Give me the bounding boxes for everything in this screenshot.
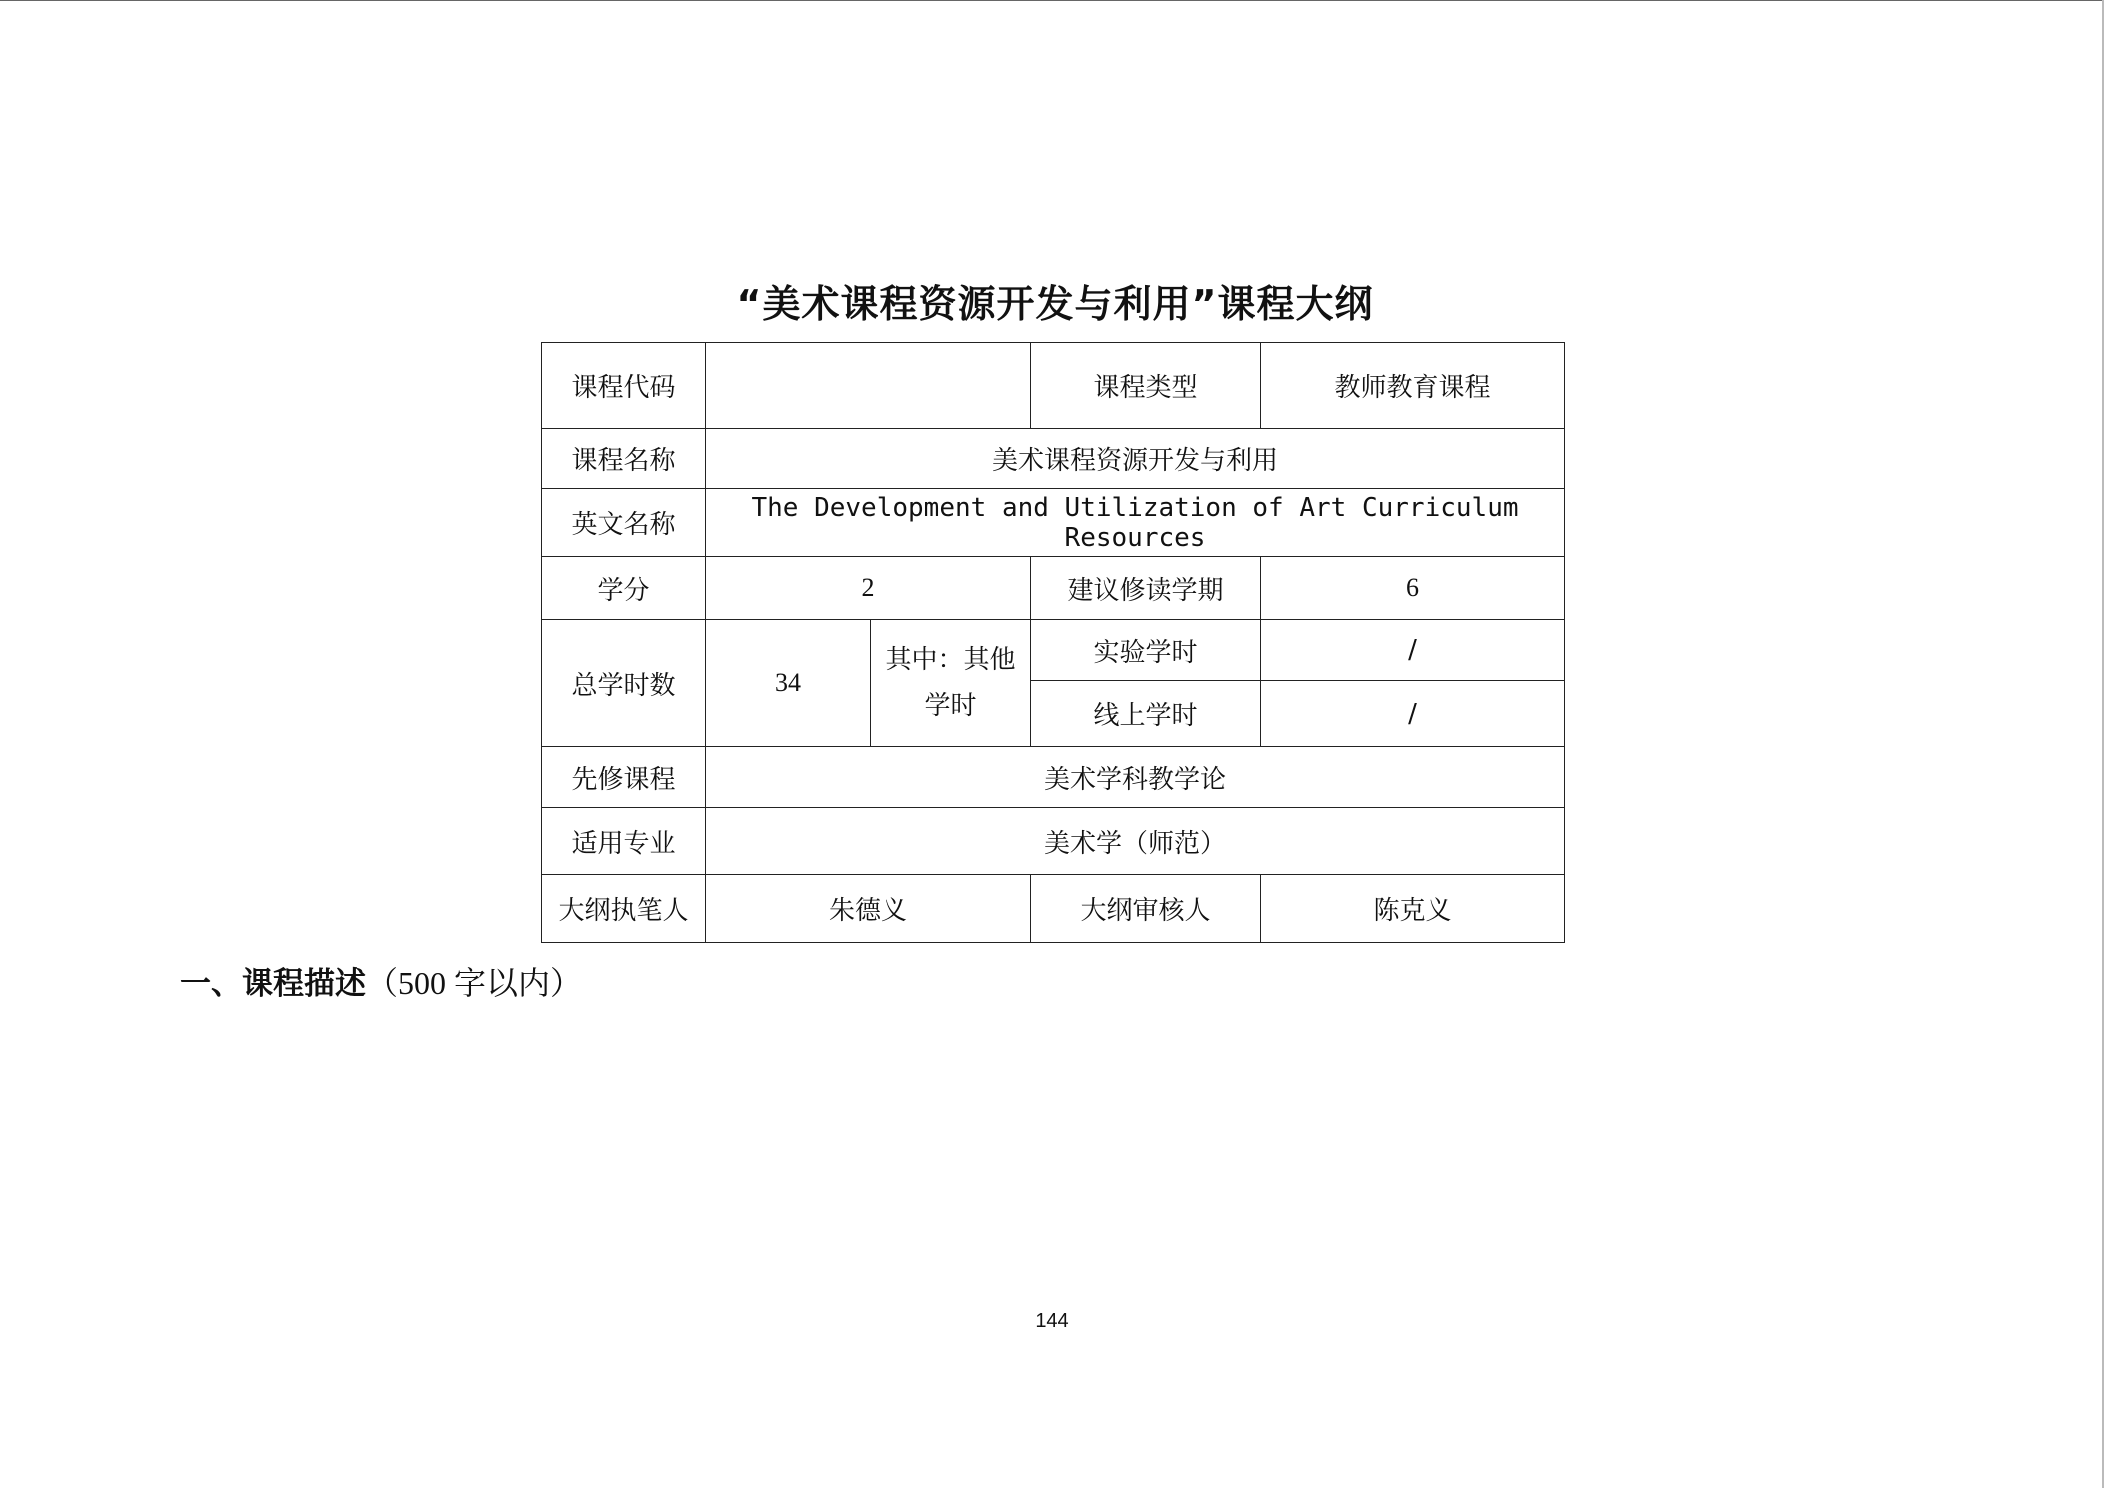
other-hours-label xyxy=(871,620,1031,747)
page-title: “美术课程资源开发与利用”课程大纲 xyxy=(736,282,1374,326)
other-hours-label-line2: 学时 xyxy=(924,691,977,721)
online-hours-label: 线上学时 xyxy=(1031,681,1261,747)
course-type-label: 课程类型 xyxy=(1031,343,1261,429)
table-row xyxy=(542,489,1565,557)
reviewer-value: 陈克义 xyxy=(1261,875,1565,943)
section-heading-title: 一、课程描述 xyxy=(180,966,366,1002)
course-code-value xyxy=(706,343,1031,429)
course-name-value: 美术课程资源开发与利用 xyxy=(706,429,1565,489)
table-row xyxy=(542,808,1565,875)
reviewer-label: 大纲审核人 xyxy=(1031,875,1261,943)
course-info-table xyxy=(541,342,1565,943)
table-row xyxy=(542,747,1565,808)
total-hours-label: 总学时数 xyxy=(542,620,706,747)
course-type-value: 教师教育课程 xyxy=(1261,343,1565,429)
table-row xyxy=(542,429,1565,489)
section-heading-course-description xyxy=(180,958,582,1009)
table-row xyxy=(542,557,1565,620)
semester-label: 建议修读学期 xyxy=(1031,557,1261,620)
table-row xyxy=(542,875,1565,943)
page-number: 144 xyxy=(1035,1310,1069,1332)
lab-hours-value: / xyxy=(1261,620,1565,681)
online-hours-value: / xyxy=(1261,681,1565,747)
credits-label: 学分 xyxy=(542,557,706,620)
other-hours-label-line1: 其中：其他 xyxy=(885,645,1016,675)
table-row xyxy=(542,620,1565,681)
top-border-line xyxy=(0,0,2104,1)
major-label: 适用专业 xyxy=(542,808,706,875)
lab-hours-label: 实验学时 xyxy=(1031,620,1261,681)
credits-value: 2 xyxy=(706,557,1031,620)
major-value: 美术学（师范） xyxy=(706,808,1565,875)
english-name-value: The Development and Utilization of Art Curriculum Resources xyxy=(706,489,1565,557)
prerequisite-label: 先修课程 xyxy=(542,747,706,808)
total-hours-value: 34 xyxy=(706,620,871,747)
author-value: 朱德义 xyxy=(706,875,1031,943)
english-name-label: 英文名称 xyxy=(542,489,706,557)
section-heading-note: （500 字以内） xyxy=(366,965,583,1001)
course-name-label: 课程名称 xyxy=(542,429,706,489)
author-label: 大纲执笔人 xyxy=(542,875,706,943)
semester-value: 6 xyxy=(1261,557,1565,620)
course-code-label: 课程代码 xyxy=(542,343,706,429)
table-row xyxy=(542,343,1565,429)
prerequisite-value: 美术学科教学论 xyxy=(706,747,1565,808)
